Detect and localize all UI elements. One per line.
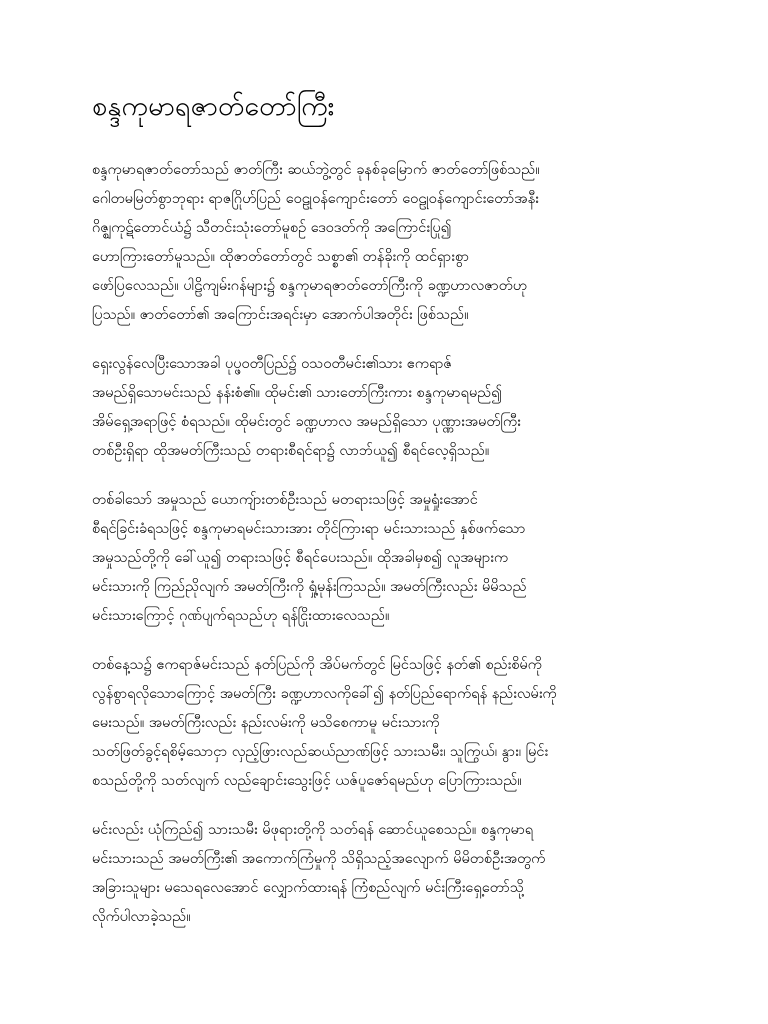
paragraph-3 [92, 486, 688, 631]
text-line: ပြသည်။ ဇာတ်တော်၏ အကြောင်းအရင်းမှာ အောက်ပါအတိုင်း ဖြစ်သည်။ [92, 307, 469, 323]
text-line: စန္ဒကုမာရဇာတ်တော်သည် ဇာတ်ကြီး ဆယ်ဘွဲ့တွင် ခုနစ်ခုမြောက် ဇာတ်တော်ဖြစ်သည်။ [92, 162, 540, 178]
text-line: အမည်ရှိသောမင်းသည် နန်းစံ၏။ ထိုမင်း၏ သားတော်ကြီးကား စန္ဒကုမာရမည်၍ [92, 385, 503, 401]
text-line: မေးသည်။ အမတ်ကြီးလည်း နည်းလမ်းကို မသိစေကာမူ မင်းသားကို [92, 715, 440, 731]
text-line: ရှေးလွန်လေပြီးသောအခါ ပုပ္ဖဝတီပြည်၌ ဝသဝတီမင်း၏သား ဧကရာဇ် [92, 356, 453, 372]
paragraph-1 [92, 156, 688, 330]
text-line: တစ်ဦးရှိရာ ထိုအမတ်ကြီးသည် တရားစီရင်ရာ၌ လာဘ်ယူ၍ စီရင်လေ့ရှိသည်။ [92, 443, 490, 459]
text-line: လိုက်ပါလာခဲ့သည်။ [92, 909, 191, 925]
paragraph-5 [92, 816, 688, 932]
text-line: လွန်စွာရလိုသောကြောင့် အမတ်ကြီး ခဏ္ဍဟာလကိုခေါ်၍ နတ်ပြည်ရောက်ရန် နည်းလမ်းကို [92, 686, 557, 702]
text-line: တစ်နေ့သ၌ ဧကရာဇ်မင်းသည် နတ်ပြည်ကို အိပ်မက်တွင် မြင်သဖြင့် နတ်၏ စည်းစိမ်ကို [92, 657, 542, 673]
text-line: ဟောကြားတော်မူသည်။ ထိုဇာတ်တော်တွင် သစ္စာ၏ တန်ခိုးကို ထင်ရှားစွာ [92, 249, 470, 265]
text-line: ဖော်ပြလေသည်။ ပါဠိကျမ်းဂန်များ၌ စန္ဒကုမာရဇာတ်တော်ကြီးကို ခဏ္ဍဟာလဇာတ်ဟု [92, 278, 528, 294]
text-line: အမှုသည်တို့ကို ခေါ်ယူ၍ တရားသဖြင့် စီရင်ပေးသည်။ ထိုအခါမှစ၍ လူအများက [92, 550, 509, 566]
document-title: စန္ဒကုမာရဇာတ်တော်ကြီး [92, 91, 335, 122]
text-line: သတ်ဖြတ်ခွင့်ရစိမ့်သောငှာ လှည့်ဖြားလည်ဆယ်ညာဏ်ဖြင့် သားသမီး၊ သူကြွယ်၊ နွား၊ မြင်း [92, 744, 549, 760]
text-line: စီရင်ခြင်းခံရသဖြင့် စန္ဒကုမာရမင်းသားအား တိုင်ကြားရာ မင်းသားသည် နှစ်ဖက်သော [92, 521, 526, 537]
paragraph-2 [92, 350, 688, 466]
text-line: ဂေါတမမြတ်စွာဘုရား ရာဇဂြိုဟ်ပြည် ဝေဠုဝန်ကျောင်းတော် ဝေဠုဝန်ကျောင်းတော်အနီး [92, 191, 539, 207]
text-line: စသည်တို့ကို သတ်လျက် လည်ချောင်းသွေးဖြင့် ယဇ်ပူဇော်ရမည်ဟု ပြောကြားသည်။ [92, 773, 522, 789]
text-line: တစ်ခါသော် အမှုသည် ယောကျ်ားတစ်ဦးသည် မတရားသဖြင့် အမှုရှုံးအောင် [92, 492, 478, 508]
text-line: မင်းလည်း ယုံကြည်၍ သားသမီး မိဖုရားတို့ကို သတ်ရန် ဆောင်ယူစေသည်။ စန္ဒကုမာရ [92, 822, 534, 838]
text-line: မင်းသားသည် အမတ်ကြီး၏ အကောက်ကြံမှုကို သိရှိသည့်အလျောက် မိမိတစ်ဦးအတွက် [92, 851, 546, 867]
text-line: ဂိဇ္ဈကုဋ်တောင်ယံ၌ သီတင်းသုံးတော်မူစဉ် ဒေဝဒတ်ကို အကြောင်းပြု၍ [92, 220, 452, 236]
paragraph-4 [92, 651, 688, 796]
text-line: မင်းသားကြောင့် ဂုဏ်ပျက်ရသည်ဟု ရန်ငြိုးထားလေသည်။ [92, 608, 390, 624]
text-line: အိမ်ရှေ့အရာဖြင့် စံရသည်။ ထိုမင်းတွင် ခဏ္ဍဟာလ အမည်ရှိသော ပုဏ္ဏားအမတ်ကြီး [92, 414, 521, 430]
text-line: အခြားသူများ မသေရလေအောင် လျှောက်ထားရန် ကြံစည်လျက် မင်းကြီးရှေ့တော်သို့ [92, 880, 524, 896]
text-line: မင်းသားကို ကြည်ညိုလျက် အမတ်ကြီးကို ရှုံ့မုန်းကြသည်။ အမတ်ကြီးလည်း မိမိသည် [92, 579, 527, 595]
